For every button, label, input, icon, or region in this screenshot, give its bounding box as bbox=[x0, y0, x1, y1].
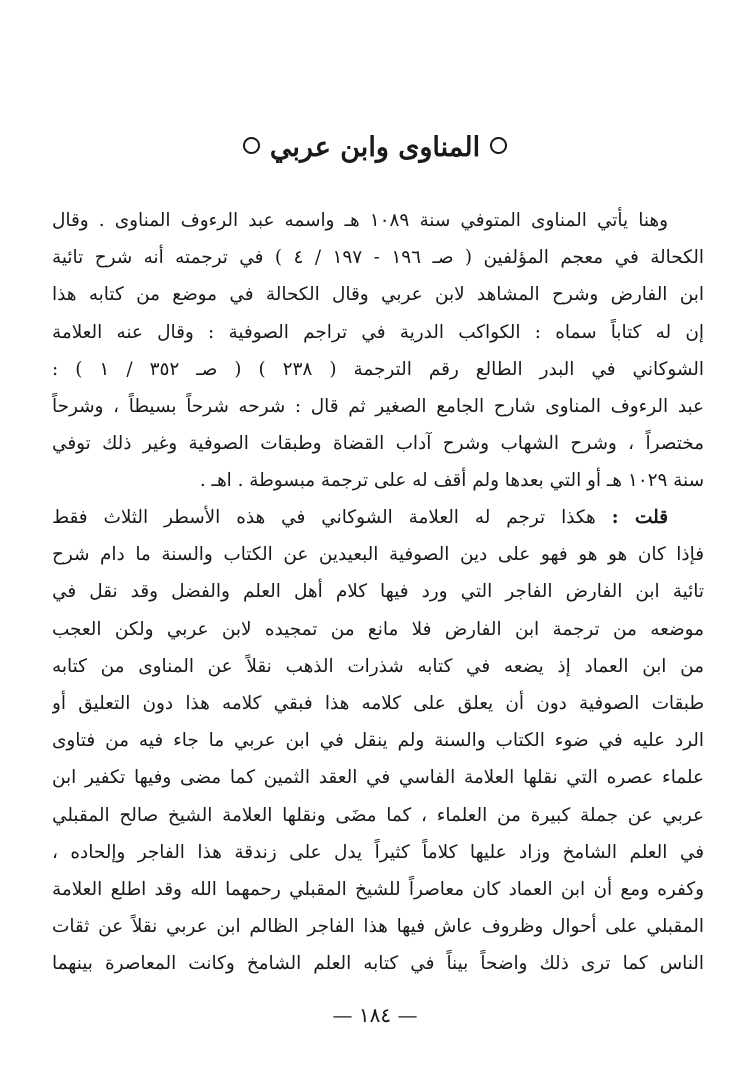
text-line: ابن الفارض وشرح المشاهد لابن عربي وقال الكحالة في موضع من كتابه هذا bbox=[52, 284, 704, 306]
circle-ornament-icon bbox=[243, 137, 260, 154]
text-line: من ابن العماد إذ يضعه في كتابه شذرات الذهب نقلاً عن المناوى من كتابه bbox=[52, 655, 704, 677]
circle-ornament-icon bbox=[490, 137, 507, 154]
first-line-text: هكذا ترجم له العلامة الشوكاني في هذه الأسطر الثلاث فقط bbox=[52, 507, 596, 528]
lead-word: قلت : bbox=[611, 507, 668, 528]
text-line: تائية ابن الفارض الفاجر التي ورد فيها كلام أهل العلم والفضل وقد نقل في bbox=[52, 581, 704, 603]
text-line: وكفره ومع أن ابن العماد كان معاصراً للشيخ المقبلي رحمهما الله وقد اطلع العلامة bbox=[52, 878, 704, 900]
text-line: عبد الرءوف المناوى شارح الجامع الصغير ثم قال : شرحه شرحاً بسيطاً ، وشرحاً bbox=[52, 395, 704, 417]
text-line: الناس كما ترى ذلك واضحاً بيناً في كتابه العلم الشامخ وكانت المعاصرة بينهما bbox=[52, 953, 704, 975]
page-number: — ١٨٤ — bbox=[332, 1003, 418, 1027]
text-line: إن له كتاباً سماه : الكواكب الدرية في تراجم الصوفية : وقال عنه العلامة bbox=[52, 321, 704, 343]
text-line: طبقات الصوفية دون أن يعلق على كلامه هذا فبقي كلامه هذا دون التعليق أو bbox=[52, 692, 704, 714]
text-line: وهنا يأتي المناوى المتوفي سنة ١٠٨٩ هـ واسمه عبد الرءوف المناوى . وقال bbox=[52, 210, 668, 231]
text-line: الرد عليه في ضوء الكتاب والسنة ولم ينقل في ابن عربي ما جاء فيه من فتاوى bbox=[52, 730, 704, 752]
text-line: الشوكاني في البدر الطالع رقم الترجمة ( ٢٣٨ ) ( صـ ٣٥٢ / ١ ) : bbox=[52, 358, 704, 380]
section-title: المناوى وابن عربي bbox=[269, 132, 481, 163]
text-line: سنة ١٠٢٩ هـ أو التي بعدها ولم أقف له على ترجمة مبسوطة . اهـ . bbox=[199, 470, 704, 492]
paragraph-2 bbox=[52, 499, 704, 982]
text-line: الكحالة في معجم المؤلفين ( صـ ١٩٦ - ١٩٧ / ٤ ) في ترجمته أنه شرح تائية bbox=[52, 247, 704, 269]
section-heading bbox=[0, 126, 750, 170]
text-line: مختصراً ، وشرح الشهاب وشرح آداب القضاة وطبقات الصوفية وغير ذلك توفي bbox=[52, 433, 704, 455]
text-line: فإذا كان هو هو فهو على دين الصوفية البعيدين عن الكتاب والسنة ما دام شرح bbox=[52, 544, 704, 566]
text-line: علماء عصره التي نقلها العلامة الفاسي في العقد الثمين كما مضى وفيها تكفير ابن bbox=[52, 767, 704, 789]
text-line: عربي عن جملة كبيرة من العلماء ، كما مضَى ونقلها العلامة الشيخ صالح المقبلي bbox=[52, 804, 704, 826]
paragraph-1 bbox=[52, 202, 704, 500]
text-line: المقبلي على أحوال وظروف عاش فيها هذا الفاجر الظالم ابن عربي نقلاً عن ثقات bbox=[52, 916, 704, 938]
text-line: في العلم الشامخ وزاد عليها كلاماً كثيراً يدل على زندقة هذا الفاجر وإلحاده ، bbox=[52, 841, 704, 863]
text-line bbox=[52, 499, 704, 536]
text-line: موضعه من ترجمة ابن الفارض فلا مانع من تمجيده لابن عربي ولكن العجب bbox=[52, 618, 704, 640]
